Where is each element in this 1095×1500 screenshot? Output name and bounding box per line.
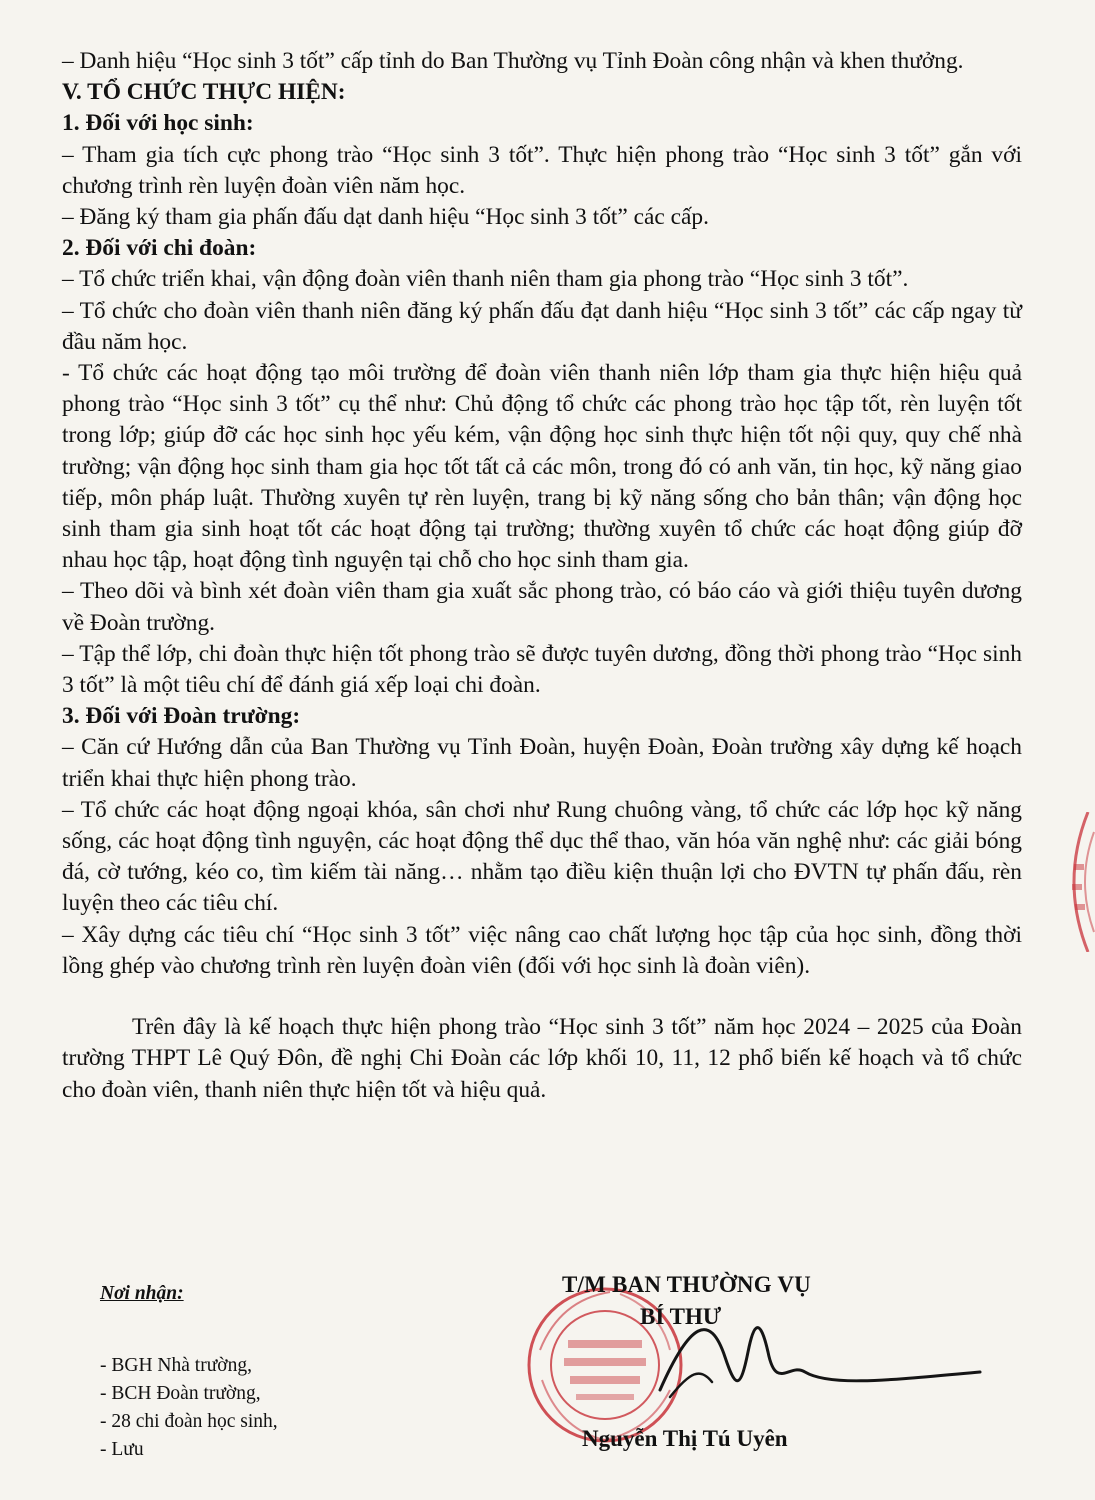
section-heading: V. TỔ CHỨC THỰC HIỆN: xyxy=(62,79,346,106)
paragraph: – Tổ chức các hoạt động ngoại khóa, sân chơi như Rung chuông vàng, tổ chức các lớp học kỹ năng sống, các hoạt động tình nguyện, các hoạt động thể dục thể thao, văn hóa văn nghệ như: các giải bóng đá, cờ tướng, kéo co, tìm kiếm tài năng… nhằm tạo điều kiện thuận lợi cho ĐVTN tự phấn đấu, rèn luyện theo các tiêu chí. xyxy=(62,796,1022,917)
paragraph: – Tổ chức cho đoàn viên thanh niên đăng ký phấn đấu đạt danh hiệu “Học sinh 3 tốt” các cấp ngay từ đầu năm học. xyxy=(62,297,1022,355)
recipient-item: - BGH Nhà trường, xyxy=(100,1355,252,1376)
recipients-block xyxy=(100,1280,420,1464)
paragraph: – Xây dựng các tiêu chí “Học sinh 3 tốt” việc nâng cao chất lượng học tập của học sinh, đồng thời lồng ghép vào chương trình rèn luyện đoàn viên (đối với học sinh là đoàn viên). xyxy=(62,921,1022,979)
recipient-item: - BCH Đoàn trường, xyxy=(100,1383,261,1404)
subheading-school-union: 3. Đối với Đoàn trường: xyxy=(62,703,301,730)
recipients-title: Nơi nhận: xyxy=(100,1283,184,1304)
subheading-branch: 2. Đối với chi đoàn: xyxy=(62,235,257,262)
paragraph: – Theo dõi và bình xét đoàn viên tham gia xuất sắc phong trào, có báo cáo và giới thiệu tuyên dương về Đoàn trường. xyxy=(62,578,1022,636)
partial-stamp-edge xyxy=(1058,812,1095,952)
signature-position: BÍ THƯ xyxy=(640,1304,722,1329)
signature-title: T/M BAN THƯỜNG VỤ xyxy=(562,1272,811,1297)
paragraph: – Tập thể lớp, chi đoàn thực hiện tốt phong trào sẽ được tuyên dương, đồng thời phong trào “Học sinh 3 tốt” là một tiêu chí để đánh giá xếp loại chi đoàn. xyxy=(62,640,1022,699)
paragraph: – Tổ chức triển khai, vận động đoàn viên thanh niên tham gia phong trào “Học sinh 3 tốt”. xyxy=(62,266,909,293)
closing-paragraph: Trên đây là kế hoạch thực hiện phong trào “Học sinh 3 tốt” năm học 2024 – 2025 của Đoàn trường THPT Lê Quý Đôn, đề nghị Chi Đoàn các lớp khối 10, 11, 12 phổ biến kế hoạch và tổ chức cho đoàn viên, thanh niên thực hiện tốt và hiệu quả. xyxy=(62,1014,1022,1103)
recipient-item: - 28 chi đoàn học sinh, xyxy=(100,1411,278,1432)
signature-block xyxy=(540,1272,960,1472)
subheading-students: 1. Đối với học sinh: xyxy=(62,110,254,137)
paragraph: - Tổ chức các hoạt động tạo môi trường để đoàn viên thanh niên lớp tham gia thực hiện hiệu quả phong trào “Học sinh 3 tốt” cụ thể như: Chủ động tổ chức các phong trào học tập tốt, rèn luyện tốt trong lớp; giúp đỡ các học sinh học yếu kém, vận động học sinh thực hiện tốt nội quy, quy chế nhà trường; vận động học sinh tham gia học tốt tất cả các môn, trong đó có anh văn, tin học, kỹ năng giao tiếp, môn pháp luật. Thường xuyên tự rèn luyện, trang bị kỹ năng sống cho bản thân; vận động học sinh tham gia sinh hoạt tốt các hoạt động tại trường; thường xuyên tổ chức các hoạt động giúp đỡ nhau học tập, hoạt động tình nguyện tại chỗ cho học sinh tham gia. xyxy=(62,360,1022,574)
recipient-item: - Lưu xyxy=(100,1439,144,1460)
document-body xyxy=(62,46,1022,1106)
paragraph: – Đăng ký tham gia phấn đấu dạt danh hiệu “Học sinh 3 tốt” các cấp. xyxy=(62,204,709,231)
paragraph-title-award: – Danh hiệu “Học sinh 3 tốt” cấp tỉnh do Ban Thường vụ Tỉnh Đoàn công nhận và khen thưởng. xyxy=(62,48,964,74)
paragraph: – Tham gia tích cực phong trào “Học sinh 3 tốt”. Thực hiện phong trào “Học sinh 3 tốt” gắn với chương trình rèn luyện đoàn viên năm học. xyxy=(62,141,1022,199)
paragraph: – Căn cứ Hướng dẫn của Ban Thường vụ Tỉnh Đoàn, huyện Đoàn, Đoàn trường xây dựng kế hoạch triển khai thực hiện phong trào. xyxy=(62,734,1022,792)
signer-name: Nguyễn Thị Tú Uyên xyxy=(582,1426,788,1451)
